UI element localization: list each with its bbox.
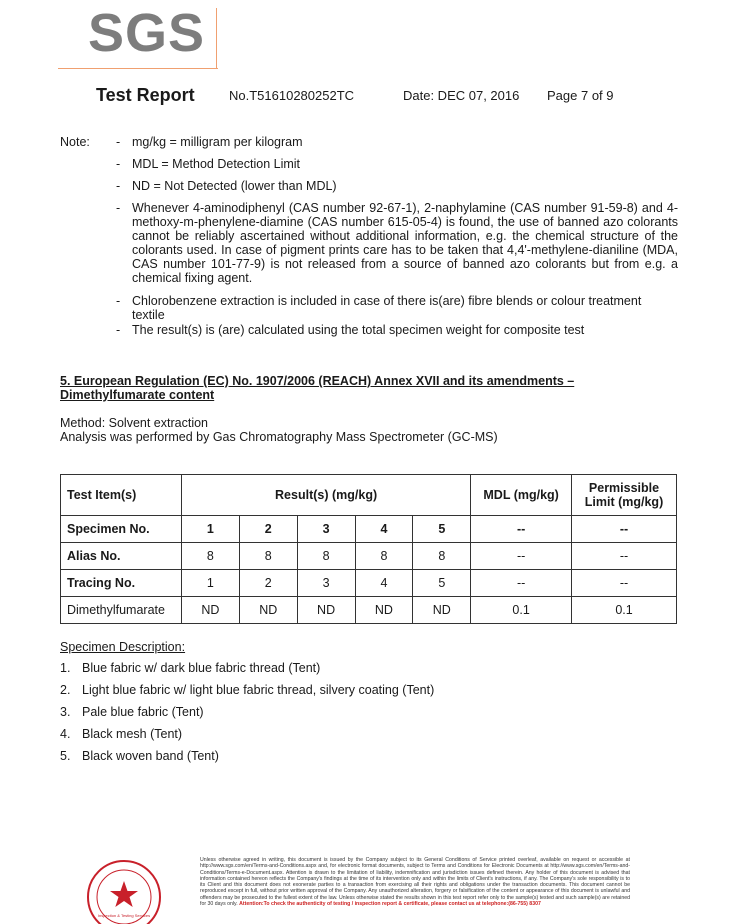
attention-text: Attention:To check the authenticity of testing / inspection report & certificate, please contact us at telephone:(86-755) 8307 [239,901,541,908]
cell-mdl: 0.1 [471,597,572,624]
cell: ND [355,597,413,624]
list-item [60,683,434,697]
specimen-heading: Specimen Description: [60,640,186,654]
cell: ND [181,597,239,624]
header-test-item: Test Item(s) [61,475,182,516]
cell: 8 [413,543,471,570]
cell: 8 [297,543,355,570]
logo-rule [58,68,218,69]
section-heading [60,374,574,402]
list-text: Black mesh (Tent) [82,727,183,741]
note-item: MDL = Method Detection Limit [132,157,301,171]
cell-mdl: -- [471,543,572,570]
note-item: ND = Not Detected (lower than MDL) [132,179,337,193]
list-text: Light blue fabric w/ light blue fabric thread, silvery coating (Tent) [82,683,435,697]
header-mdl: MDL (mg/kg) [471,475,572,516]
row-label: Tracing No. [61,570,182,597]
note-dash: - [116,294,121,308]
report-number: No.T51610280252TC [229,88,355,103]
report-date: Date: DEC 07, 2016 [403,88,520,103]
page-number: Page 7 of 9 [547,88,614,103]
list-item [60,661,320,675]
note-dash: - [116,179,121,193]
cell: ND [239,597,297,624]
section-heading-line1: 5. European Regulation (EC) No. 1907/2006 (REACH) Annex XVII and its amendments – [60,374,575,388]
cell: 1 [181,570,239,597]
list-text: Pale blue fabric (Tent) [82,705,204,719]
cell: 1 [181,516,239,543]
table-row [61,570,677,597]
table-row [61,597,677,624]
note-dash: - [116,323,121,337]
table-row [61,543,677,570]
cell: 4 [355,516,413,543]
row-label: Dimethylfumarate [61,597,182,624]
cell-limit: -- [572,516,677,543]
note-item: Chlorobenzene extraction is included in case of there is(are) fibre blends or colour treatment textile [132,294,642,322]
note-dash: - [116,157,121,171]
cell: 8 [239,543,297,570]
cell-mdl: -- [471,516,572,543]
cell: 8 [181,543,239,570]
note-dash: - [116,201,121,215]
cell-limit: 0.1 [572,597,677,624]
cell: 5 [413,570,471,597]
results-table [60,474,677,624]
note-item: mg/kg = milligram per kilogram [132,135,303,149]
cell: ND [297,597,355,624]
cell-mdl: -- [471,570,572,597]
sgs-logo: SGS [88,3,206,63]
cell: 5 [413,516,471,543]
logo-rule-vertical [216,8,217,68]
cell-limit: -- [572,543,677,570]
method-block [60,416,498,444]
list-number: 4. [60,727,71,741]
disclaimer-text: Unless otherwise agreed in writing, this document is issued by the Company subject to its General Conditions of Service printed overleaf, available on request or accessible at http://www.sgs.com/en/Terms-and-Conditions.aspx and, for electronic format documents, subject to Terms and Conditions for Electronic Documents at http://www.sgs.com/en/Terms-and-Conditions/Terms-e-Document.aspx. Attention is drawn to the limitation of liability, indemnification and jurisdiction issues defined therein. Any holder of this document is advised that information contained hereon reflects the Company's findings at the time of its intervention only and within the limits of Client's instructions, if any. The Company's sole responsibility is to its Client and this document does not exonerate parties to a transaction from exercising all their rights and obligations under the transaction documents. This document cannot be reproduced except in full, without prior written approval of the Company. Any unauthorized alteration, forgery or falsification of the content or appearance of this document is unlawful and offenders may be prosecuted to the fullest extent of the law. Unless otherwise stated the results shown in this test report refer only to the sample(s) tested and such sample(s) are retained for 30 days only. [200,857,630,908]
analysis-text: Analysis was performed by Gas Chromatography Mass Spectrometer (GC-MS) [60,430,498,444]
cell-limit: -- [572,570,677,597]
list-item [60,727,182,741]
note-label: Note: [60,135,90,149]
list-item [60,749,219,763]
cell: 2 [239,516,297,543]
method-text: Method: Solvent extraction [60,416,208,430]
header-limit-line1: Permissible [588,481,660,495]
list-number: 2. [60,683,71,697]
cell: 3 [297,570,355,597]
table-header-row [61,475,677,516]
header-limit-line2: Limit (mg/kg) [584,495,664,509]
company-seal-icon [84,855,164,924]
table-row [61,516,677,543]
note-item: The result(s) is (are) calculated using the total specimen weight for composite test [132,323,585,337]
cell: 3 [297,516,355,543]
list-text: Black woven band (Tent) [82,749,219,763]
header-results: Result(s) (mg/kg) [181,475,470,516]
section-heading-line2: Dimethylfumarate content [60,388,215,402]
cell: 4 [355,570,413,597]
cell: 8 [355,543,413,570]
list-item [60,705,204,719]
cell: 2 [239,570,297,597]
header-limit [572,475,677,516]
note-dash: - [116,135,121,149]
row-label: Alias No. [61,543,182,570]
list-number: 5. [60,749,71,763]
note-item: Whenever 4-aminodiphenyl (CAS number 92-67-1), 2-naphylamine (CAS number 91-59-8) and 4-methoxy-m-phenylene-diamine (CAS number 615-05-4) is found, the use of banned azo colorants cannot be reliably ascertained without additional information, e.g. the chemical structure of the colorants used. In case of pigment prints care has to be taken that 4,4'-methylene-dianiline (MDA, CAS number 101-77-9) is not released from a source of banned azo colorants but from e.g. a chemical fixing agent. [132,201,678,285]
list-number: 1. [60,661,71,675]
list-text: Blue fabric w/ dark blue fabric thread (Tent) [82,661,321,675]
cell: ND [413,597,471,624]
footer-disclaimer [200,857,630,907]
list-number: 3. [60,705,71,719]
row-label: Specimen No. [61,516,182,543]
seal-text: Inspection & Testing Services [97,913,151,918]
report-title: Test Report [96,85,195,105]
